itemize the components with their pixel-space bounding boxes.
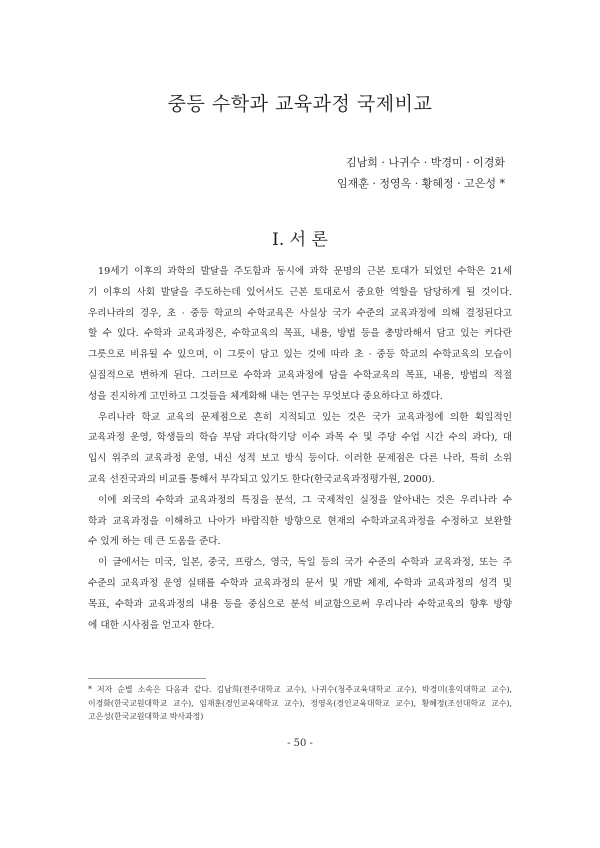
body-line: 입시 위주의 교육과정 운영, 내신 성적 보고 방식 등이다. 이러한 문제점은 다른 나라, 특히 소위 [88, 453, 512, 465]
body-line: 수준의 교육과정 운영 실태를 수학과 교육과정의 문서 및 개발 체제, 수학과 교육과정의 성격 및 [88, 577, 512, 589]
body-line: 우리나라의 경우, 초 · 중등 학교의 수학교육은 사실상 국가 수준의 교육과정에 의해 결정된다고 [88, 307, 512, 319]
body-line: 성을 진지하게 고민하고 그것들을 체계화해 내는 연구는 무엇보다 중요하다고 하겠다. [88, 390, 443, 402]
body-line: 19세기 이후의 과학의 발달을 주도함과 동시에 과학 문명의 근본 토대가 되었던 수학은 21세 [98, 266, 512, 277]
author-line: 임재훈 · 정영옥 · 황혜정 · 고은성 * [337, 176, 505, 190]
body-line: 교육과정 운영, 학생들의 학습 부담 과다(학기당 이수 과목 수 및 주당 수업 시간 수의 과다), 대 [88, 432, 512, 444]
body-line: 학과 교육과정을 이해하고 나아가 바람직한 방향으로 현재의 수학과교육과정을 수정하고 보완할 [88, 515, 512, 527]
body-line: 에 대한 시사점을 얻고자 한다. [88, 619, 215, 631]
body-line: 그릇으로 비유될 수 있으며, 이 그릇이 담고 있는 것에 따라 초 · 중등 학교의 수학교육의 모습이 [88, 349, 512, 361]
page-number: - 50 - [287, 738, 313, 749]
body-line: 이 글에서는 미국, 일본, 중국, 프랑스, 영국, 독일 등의 국가 수준의 수학과 교육과정, 또는 주 [98, 557, 512, 569]
paragraph [88, 408, 512, 491]
paragraph [88, 553, 512, 636]
body-line: 이에 외국의 수학과 교육과정의 특징을 분석, 그 국제적인 실정을 알아내는 것은 우리나라 수 [98, 494, 512, 506]
paragraph [88, 262, 512, 408]
body-text [88, 262, 512, 636]
author-line: 김남희 · 나귀수 · 박경미 · 이경화 [346, 156, 505, 169]
body-line: 수 있게 하는 데 큰 도움을 준다. [88, 536, 221, 548]
footnote-line: * 저자 순별 소속은 다음과 같다. 김남희(전주대학교 교수), 나귀수(청주교육대학교 교수), 박경미(홍익대학교 교수), [88, 685, 512, 694]
body-line: 기 이후의 사회 발달을 주도하는데 있어서도 근본 토대로서 중요한 역할을 담당하게 될 것이다. [88, 286, 512, 298]
footnote-line: 고은성(한국교원대학교 박사과정) [88, 712, 204, 722]
footnote-divider [88, 678, 206, 679]
body-line: 교육 선진국과의 비교를 통해서 부각되고 있기도 한다(한국교육과정평가원, 2000). [88, 473, 435, 485]
footnote-line: 이경화(한국교원대학교 교수), 임재훈(경인교육대학교 교수), 정영옥(경인교육대학교 교수), 황혜정(조선대학교 교수), [88, 698, 512, 708]
paper-title: 중등 수학과 교육과정 국제비교 [167, 93, 433, 115]
body-line: 할 수 있다. 수학과 교육과정은, 수학교육의 목표, 내용, 방법 등을 총망라해서 담고 있는 커다란 [88, 328, 512, 340]
body-line: 우리나라 학교 교육의 문제점으로 흔히 지적되고 있는 것은 국가 교육과정에 의한 획일적인 [98, 411, 512, 423]
body-line: 실질적으로 변하게 된다. 그러므로 수학과 교육과정에 담을 수학교육의 목표, 내용, 방법의 적절 [88, 369, 512, 381]
paragraph [88, 491, 512, 553]
body-line: 목표, 수학과 교육과정의 내용 등을 중심으로 분석 비교함으로써 우리나라 수학교육의 향후 방향 [88, 598, 512, 610]
footnote [88, 683, 512, 724]
author-list [337, 153, 505, 194]
section-heading: I. 서 론 [272, 230, 328, 250]
